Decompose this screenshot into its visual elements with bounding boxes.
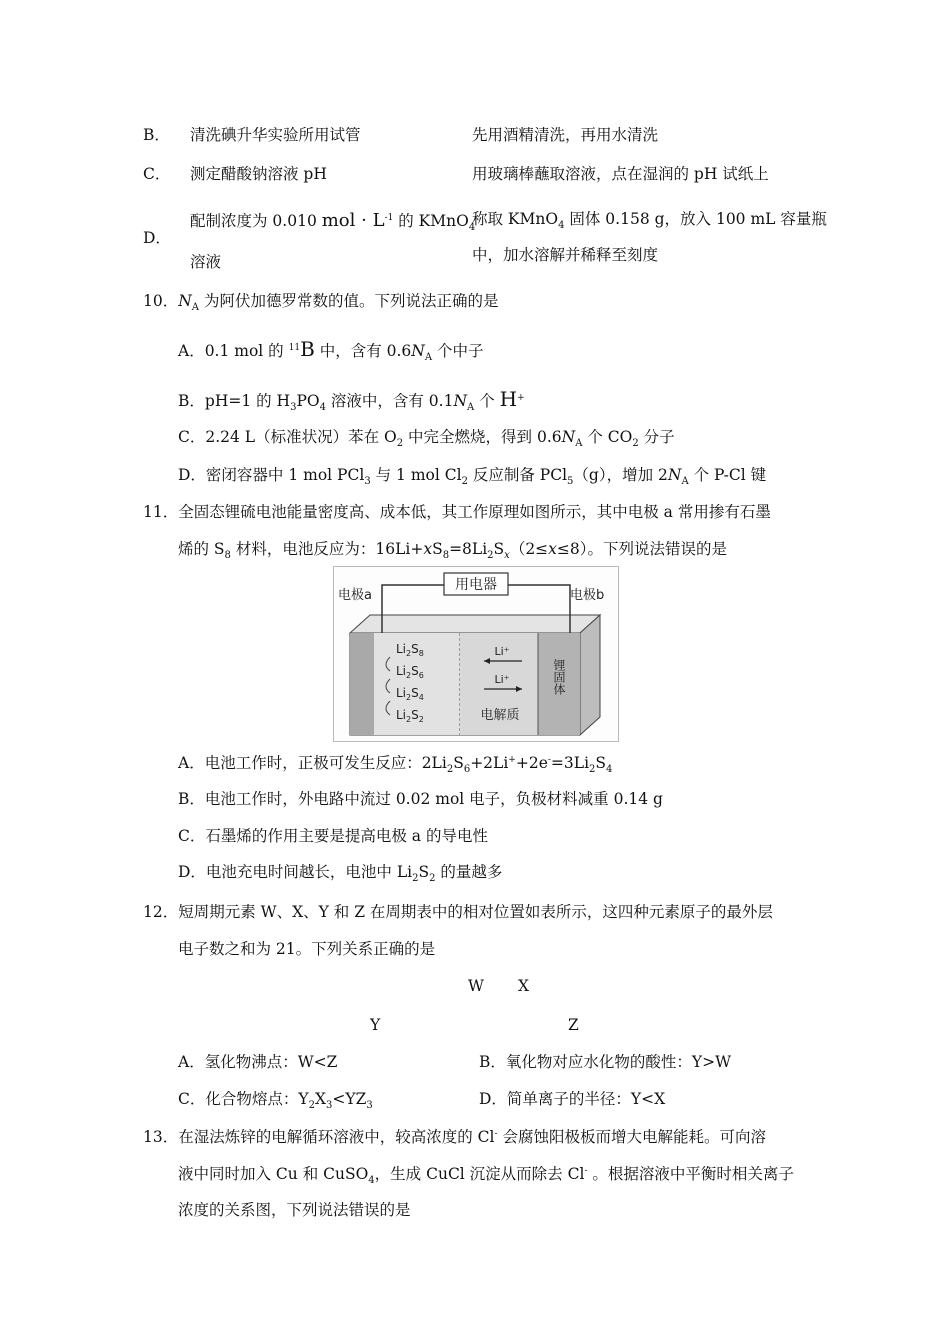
ion-label-1: Li⁺ <box>494 645 510 658</box>
row-b-letter: B． <box>143 126 170 144</box>
row-c-operation: 用玻璃棒蘸取溶液，点在湿润的 pH 试纸上 <box>472 165 769 183</box>
q12-option-a: A．氢化物沸点：W<Z <box>178 1053 338 1071</box>
element-z: Z <box>568 1016 579 1034</box>
q10-option-b: B．pH=1 的 $H_3PO_4$ 溶液中，含有 $0.1N_A$ 个 H+ <box>178 387 525 413</box>
row-c-letter: C． <box>143 165 171 183</box>
ion-label-2: Li⁺ <box>494 673 510 686</box>
q11-option-d: D．电池充电时间越长，电池中 $Li_2S_2$ 的量越多 <box>178 863 503 884</box>
species-li2s2: $Li_2S_2$ <box>396 708 424 724</box>
row-d-experiment-line2: 溶液 <box>190 253 222 271</box>
q13-stem-line3: 浓度的关系图，下列说法错误的是 <box>178 1201 411 1219</box>
row-d-operation-line1: 称取 KMnO$_4$ 固体 0.158 g，放入 100 mL 容量瓶 <box>472 210 827 231</box>
q11-stem-line1: 11．全固态锂硫电池能量密度高、成本低，其工作原理如图所示，其中电极 a 常用掺有石墨 <box>143 503 771 521</box>
electrolyte-label: 电解质 <box>480 708 520 723</box>
species-li2s6: $Li_2S_6$ <box>396 664 424 680</box>
electrode-a-label: 电极a <box>338 588 372 603</box>
device-label: 用电器 <box>455 577 497 593</box>
q12-stem-line2: 电子数之和为 21。下列关系正确的是 <box>178 940 436 958</box>
row-c-experiment: 测定醋酸钠溶液 pH <box>190 165 327 183</box>
anode-material-label: 锂固体 <box>552 659 566 695</box>
battery-diagram-svg <box>334 567 618 741</box>
element-w: W <box>468 977 484 995</box>
q12-stem-line1: 12．短周期元素 W、X、Y 和 Z 在周期表中的相对位置如表所示，这四种元素原子的最外层 <box>143 903 773 921</box>
row-d-operation-line2: 中，加水溶解并稀释至刻度 <box>472 246 659 264</box>
q12-option-d: D．简单离子的半径：Y<X <box>479 1090 666 1108</box>
element-y: Y <box>370 1016 381 1034</box>
element-x: X <box>518 977 530 995</box>
q11-option-b: B．电池工作时，外电路中流过 0.02 mol 电子，负极材料减重 0.14 g <box>178 790 663 808</box>
species-li2s4: $Li_2S_4$ <box>396 686 424 702</box>
q12-option-b: B．氧化物对应水化物的酸性：Y>W <box>479 1053 732 1071</box>
q13-stem-line2: 液中同时加入 Cu 和 CuSO$_4$，生成 CuCl 沉淀从而除去 Cl- 。根据溶液中平衡时相关离子 <box>178 1165 794 1186</box>
q12-option-c: C．化合物熔点：$Y_2X_3<YZ_3$ <box>178 1090 373 1111</box>
row-b-operation: 先用酒精清洗，再用水清洗 <box>472 126 659 144</box>
q11-stem-line2: 烯的 $S_8$ 材料，电池反应为：$16Li+xS_8=8Li_2S_x(2\le x\le 8)$。下列说法错误的是 <box>178 540 728 561</box>
q13-stem-line1: 13．在湿法炼锌的电解循环溶液中，较高浓度的 Cl- 会腐蚀阳极板而增大电解能耗。可向溶 <box>143 1128 766 1146</box>
electrode-b-label: 电极b <box>570 588 605 603</box>
row-b-experiment: 清洗碘升华实验所用试管 <box>190 126 361 144</box>
battery-diagram <box>333 566 619 742</box>
q10-option-a: A．0.1 mol 的 $^{11}$B 中，含有 $0.6N_A$ 个中子 <box>178 337 484 363</box>
species-li2s8: $Li_2S_8$ <box>396 642 424 658</box>
q10-stem: 10．$N_A$ 为阿伏加德罗常数的值。下列说法正确的是 <box>143 292 499 313</box>
q11-option-a: A．电池工作时，正极可发生反应：$2Li_2S_6+2Li^++2e^-=3Li_2S_4$ <box>178 754 613 775</box>
q10-option-c: C．2.24 L（标准状况）苯在 $O_2$ 中完全燃烧，得到 $0.6N_A$ 个 $CO_2$ 分子 <box>178 428 675 449</box>
q11-option-c: C．石墨烯的作用主要是提高电极 a 的导电性 <box>178 827 488 845</box>
row-d-experiment-line1: 配制浓度为 0.010 mol · $L^{-1}$ 的 KMnO$_4$ <box>190 210 476 233</box>
q10-option-d: D．密闭容器中 1 mol PCl$_3$ 与 1 mol $Cl_2$ 反应制备 PCl$_5$（g），增加 $2N_A$ 个 P-Cl 键 <box>178 466 767 487</box>
row-d-letter: D． <box>143 229 171 247</box>
